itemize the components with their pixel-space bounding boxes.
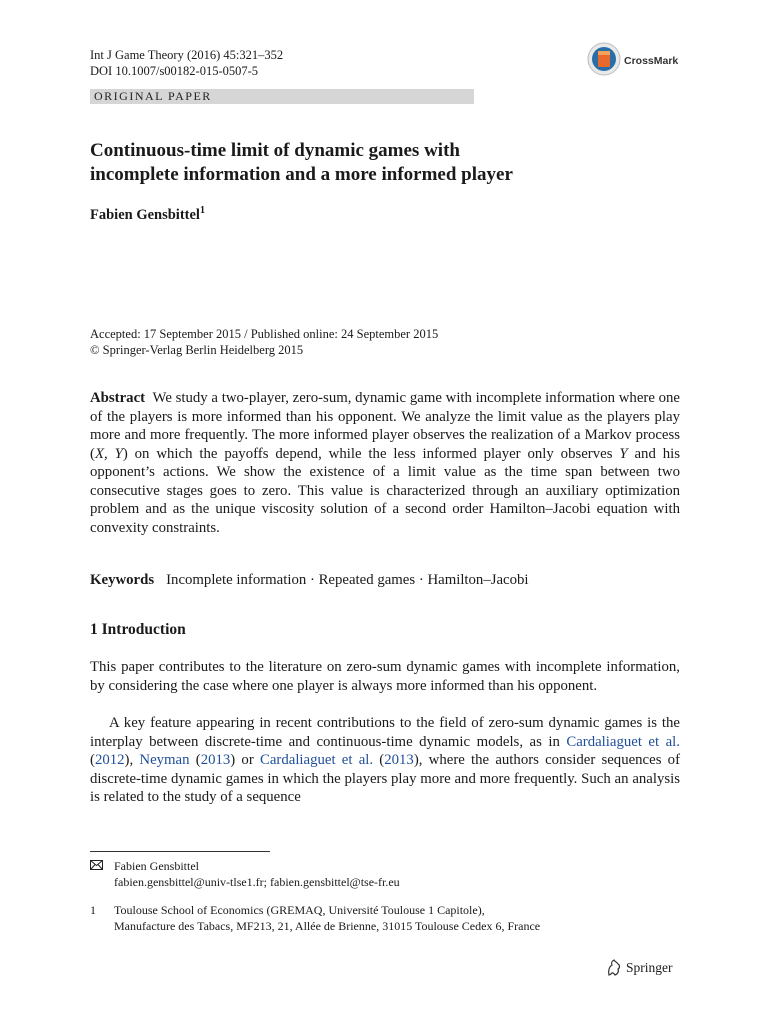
footnotes bbox=[90, 858, 540, 934]
title-line-2: incomplete information and a more informed player bbox=[90, 164, 513, 185]
affiliation-line-1: Toulouse School of Economics (GREMAQ, Université Toulouse 1 Capitole), bbox=[114, 903, 485, 917]
journal-header bbox=[90, 47, 283, 79]
intro-text: ( bbox=[373, 752, 385, 768]
keywords-text: Incomplete information · Repeated games · Hamilton–Jacobi bbox=[166, 572, 529, 588]
contact-name: Fabien Gensbittel bbox=[114, 859, 199, 873]
journal-citation: Int J Game Theory (2016) 45:321–352 bbox=[90, 48, 284, 62]
citation-year-link[interactable]: 2013 bbox=[200, 752, 231, 768]
keywords bbox=[90, 572, 680, 589]
article-type-bar bbox=[90, 89, 474, 104]
citation-link[interactable]: Neyman bbox=[139, 752, 190, 768]
math-y: Y bbox=[619, 445, 628, 462]
doi[interactable]: DOI 10.1007/s00182-015-0507-5 bbox=[90, 64, 259, 78]
section-heading: 1 Introduction bbox=[90, 621, 186, 638]
author bbox=[90, 205, 205, 224]
crossmark-label: CrossMark bbox=[624, 55, 679, 67]
abstract-text-1: We study a two-player, zero-sum, dynamic game with incomplete information where one of the players is more informed than his opponent. We analyze the limit value as the players play more and more frequently. The more informed player observes the realization of a Markov process ( bbox=[90, 390, 680, 462]
copyright-line: © Springer-Verlag Berlin Heidelberg 2015 bbox=[90, 343, 304, 357]
affiliation-line-2: Manufacture des Tabacs, MF213, 21, Allée de Brienne, 31015 Toulouse Cedex 6, France bbox=[114, 919, 541, 933]
publication-info bbox=[90, 326, 438, 358]
springer-logo bbox=[606, 958, 673, 978]
crossmark-icon bbox=[587, 42, 621, 76]
springer-horse-icon bbox=[606, 959, 622, 977]
paper-title bbox=[90, 139, 680, 187]
citation-year-link[interactable]: 2012 bbox=[94, 752, 125, 768]
dates-line: Accepted: 17 September 2015 / Published online: 24 September 2015 bbox=[90, 327, 439, 341]
citation-link[interactable]: Cardaliaguet et al. bbox=[259, 752, 374, 768]
article-type: ORIGINAL PAPER bbox=[94, 89, 212, 103]
affiliation-mark: 1 bbox=[90, 903, 96, 917]
envelope-icon bbox=[90, 858, 114, 890]
crossmark-badge[interactable] bbox=[587, 42, 687, 80]
abstract-text-3: and his opponent’s actions. We show the existence of a limit value as the time span between two consecutive stages goes to zero. This value is characterized through an auxiliary optimization problem and as the unique viscosity solution of a second order Hamilton–Jacobi equation with convexity constraints. bbox=[90, 445, 681, 536]
intro-text: ), where the authors consider sequences of discrete-time dynamic games in which the players play more and more frequently. Such an analysis is related to the study of a sequence bbox=[90, 752, 680, 805]
springer-label: Springer bbox=[626, 960, 673, 975]
corresponding-author bbox=[90, 858, 540, 890]
intro-text: ( bbox=[189, 752, 201, 768]
intro-text: ) or bbox=[230, 752, 260, 768]
intro-text: A key feature appearing in recent contributions to the field of zero-sum dynamic games is the interplay between discrete-time and continuous-time dynamic models, as in bbox=[90, 715, 680, 750]
abstract-label: Abstract bbox=[90, 390, 146, 406]
author-name[interactable]: Fabien Gensbittel bbox=[90, 206, 200, 223]
abstract-text-2: ) on which the payoffs depend, while the less informed player only observes bbox=[122, 445, 620, 462]
abstract bbox=[90, 389, 680, 537]
citation-link[interactable]: Cardaliaguet et al. bbox=[566, 733, 680, 750]
math-xy: X, Y bbox=[94, 445, 123, 462]
title-line-1: Continuous-time limit of dynamic games with bbox=[90, 140, 460, 161]
intro-text: ( bbox=[90, 752, 95, 768]
citation-year-link[interactable]: 2013 bbox=[384, 752, 414, 768]
intro-paragraph-2 bbox=[90, 714, 680, 807]
author-affiliation-mark: 1 bbox=[199, 205, 205, 216]
contact-emails[interactable]: fabien.gensbittel@univ-tlse1.fr; fabien.gensbittel@tse-fr.eu bbox=[114, 875, 400, 889]
footnote-divider bbox=[90, 851, 270, 852]
keywords-label: Keywords bbox=[90, 572, 155, 588]
intro-text: ), bbox=[124, 752, 140, 768]
affiliation bbox=[90, 902, 540, 934]
intro-paragraph-1: This paper contributes to the literature on zero-sum dynamic games with incomplete information, by considering the case where one player is always more informed than his opponent. bbox=[90, 659, 680, 694]
